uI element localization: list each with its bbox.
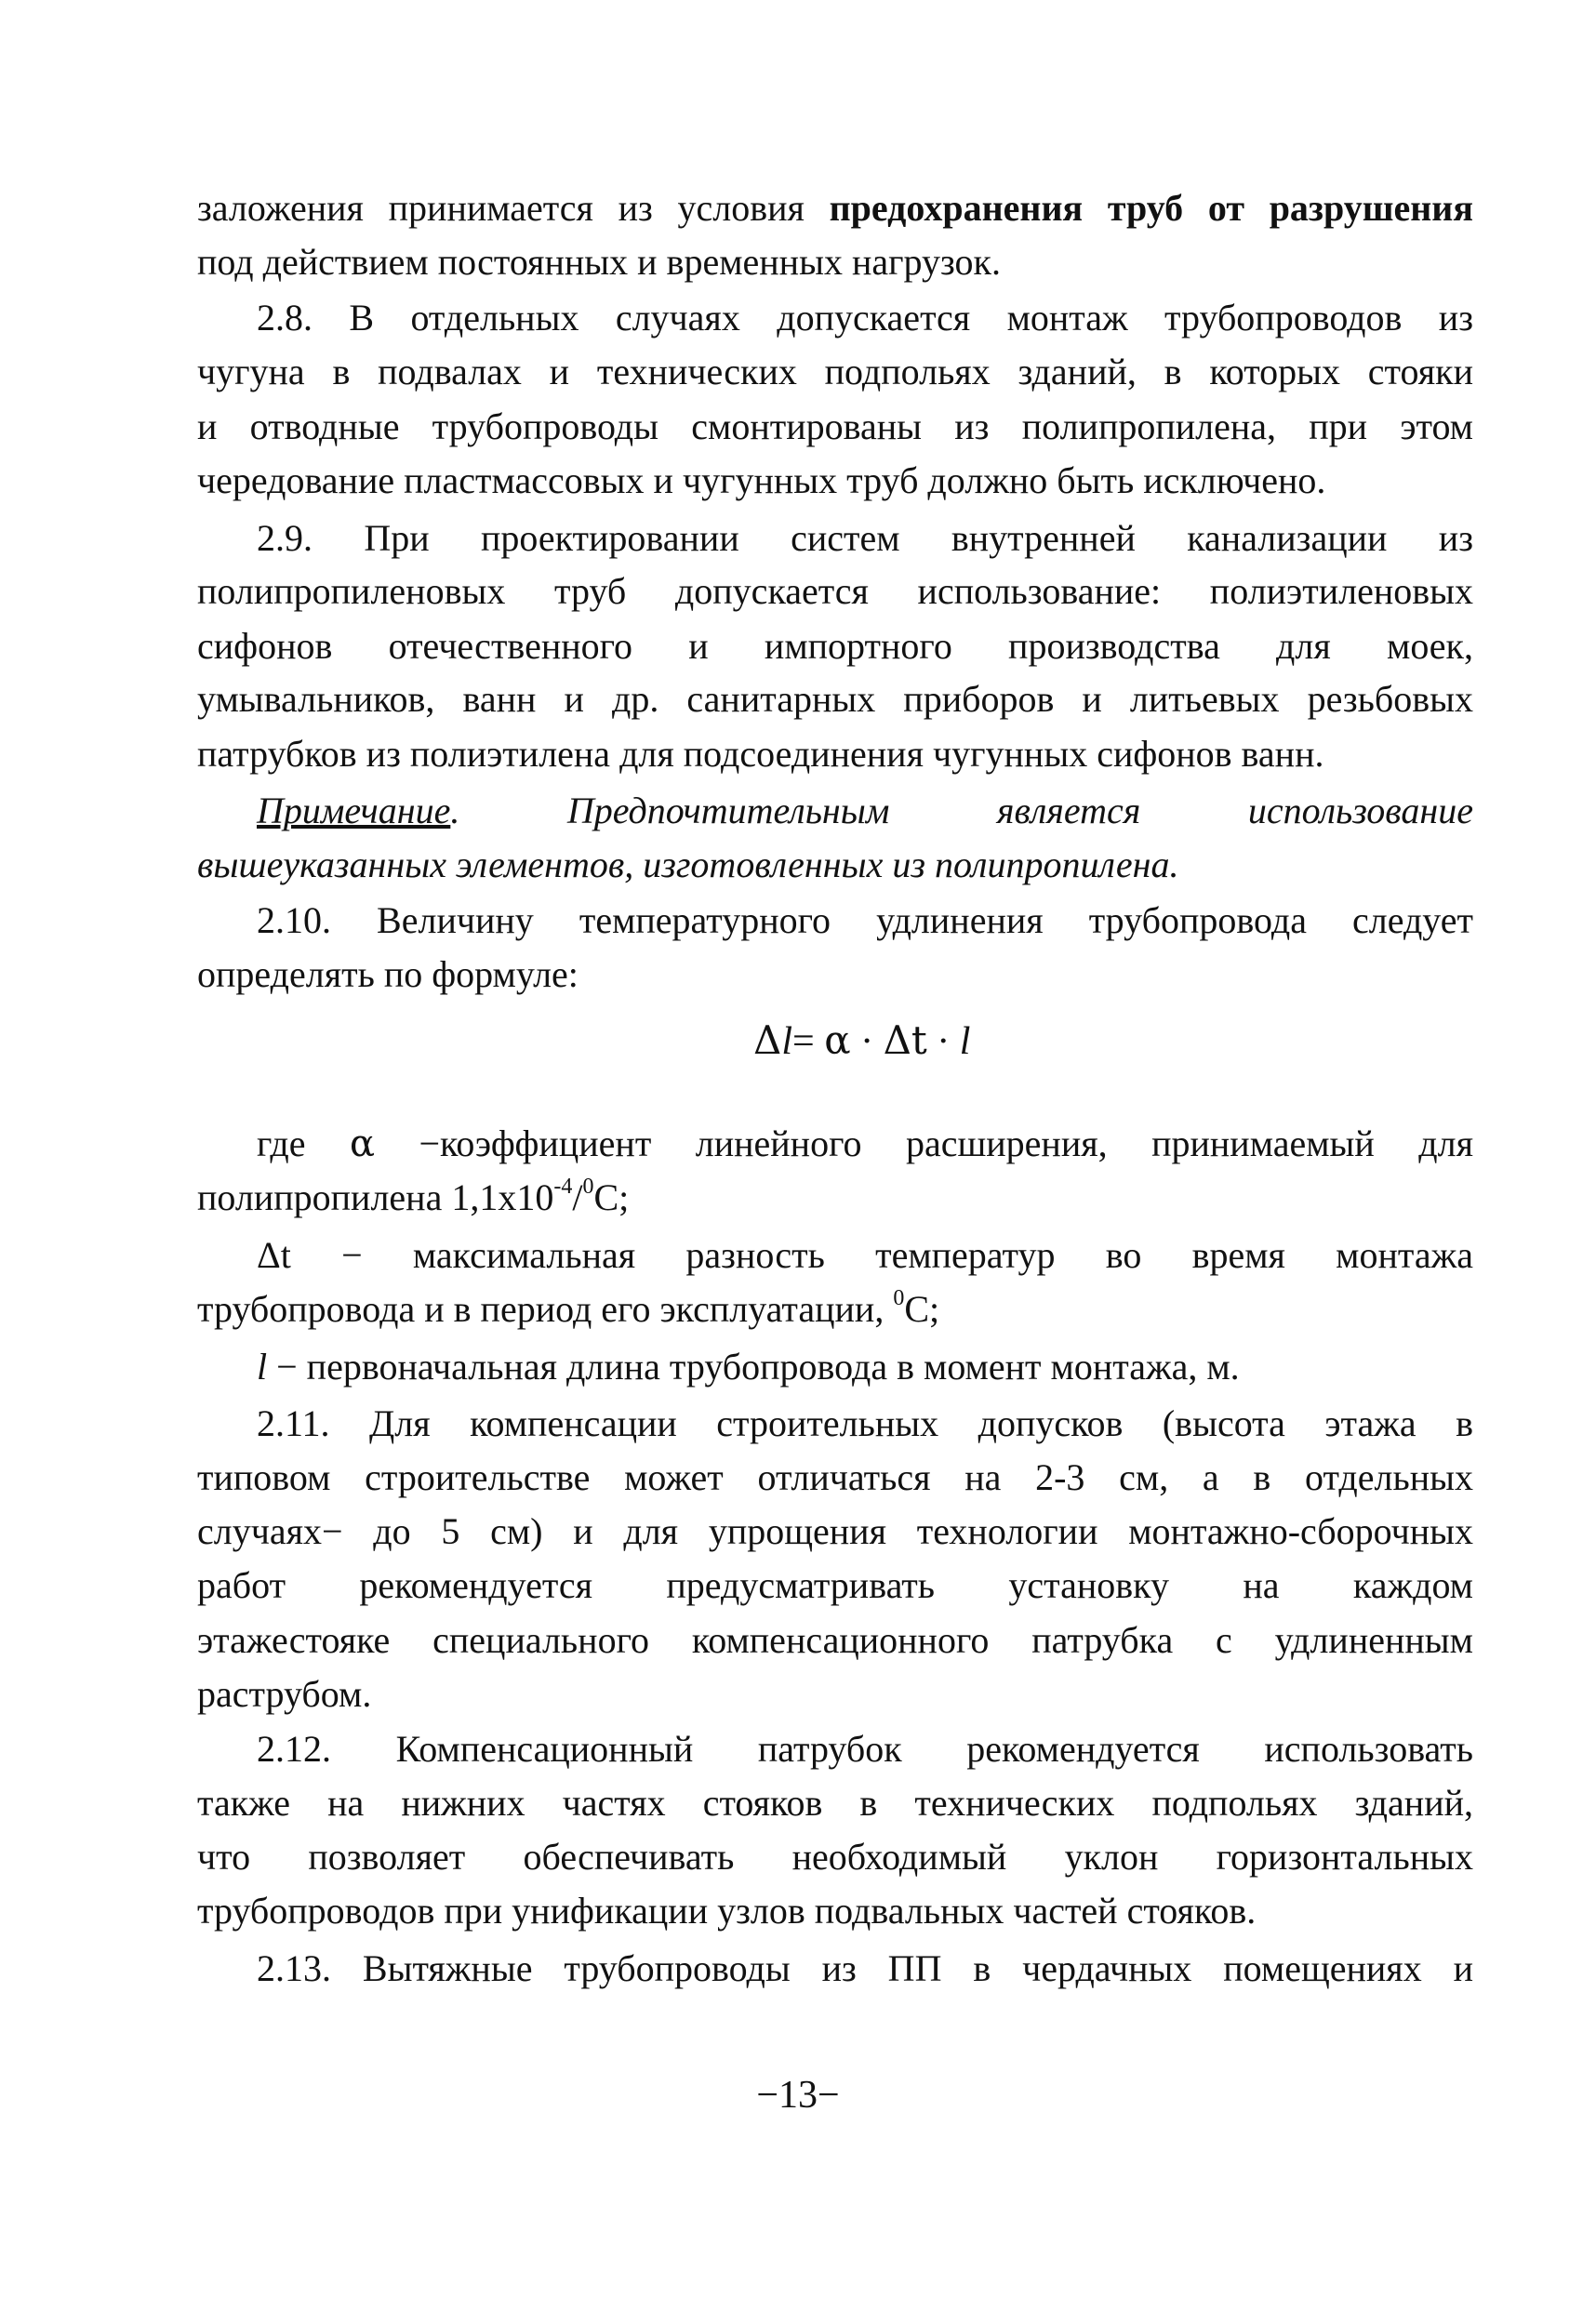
where-text: где xyxy=(257,1122,350,1164)
exponent: -4 xyxy=(553,1174,573,1199)
para-2-12-line-1: 2.12. Компенсационный патрубок рекомендуется использовать xyxy=(257,1728,1473,1770)
para-2-12-line-3: что позволяет обеспечивать необходимый уклон горизонтальных xyxy=(197,1836,1473,1878)
formula xyxy=(753,1017,970,1065)
where-line-3: Δt − максимальная разность температур во время монтажа xyxy=(257,1234,1473,1276)
note-line-1 xyxy=(257,789,1473,833)
page-number: −13− xyxy=(756,2074,840,2117)
para-2-11-line-4: работ рекомендуется предусматривать установку на каждом xyxy=(197,1564,1473,1606)
length-var-2: l xyxy=(959,1020,971,1063)
para-2-9-line-2: полипропиленовых труб допускается использование: полиэтиленовых xyxy=(197,570,1473,612)
dot-operator-2: · xyxy=(926,1020,960,1063)
intro-text: заложения принимается из условия xyxy=(197,187,830,229)
where-line-5 xyxy=(257,1345,1473,1389)
where-line-4 xyxy=(197,1287,1473,1332)
para-2-8-line-2: чугуна в подвалах и технических подпольях зданий, в которых стояки xyxy=(197,351,1473,392)
para-2-12-line-4: трубопроводов при унификации узлов подвальных частей стояков. xyxy=(197,1890,1257,1932)
para-2-11-line-1: 2.11. Для компенсации строительных допусков (высота этажа в xyxy=(257,1402,1473,1444)
where-line-2 xyxy=(197,1175,1473,1220)
length-var: l xyxy=(257,1346,268,1388)
para-2-10-line-2: определять по формуле: xyxy=(197,953,579,995)
alpha-symbol: α xyxy=(349,1122,375,1165)
para-2-11-line-2: типовом строительстве может отличаться на 2-3 см, а в отдельных xyxy=(197,1456,1473,1498)
para-2-8-line-1: 2.8. В отдельных случаях допускается монтаж трубопроводов из xyxy=(257,297,1473,339)
intro-line-1 xyxy=(197,186,1473,231)
para-2-12-line-2: также на нижних частях стояков в технических подпольях зданий, xyxy=(197,1782,1473,1824)
degree-sign: 0 xyxy=(893,1285,905,1310)
para-2-9-line-4: умывальников, ванн и др. санитарных приборов и литьевых резьбовых xyxy=(197,678,1473,720)
where-text: трубопровода и в период его эксплуатации, xyxy=(197,1288,894,1330)
para-2-9-line-3: сифонов отечественного и импортного производства для моек, xyxy=(197,625,1473,667)
dot-operator: · xyxy=(850,1020,884,1063)
where-text: полипропилена 1,1x10 xyxy=(197,1176,554,1218)
note-text: . Предпочтительным является использование xyxy=(450,790,1473,831)
para-2-9-line-1: 2.9. При проектировании систем внутренней канализации из xyxy=(257,517,1473,559)
para-2-11-line-5: этажестояке специального компенсационного патрубка с удлиненным xyxy=(197,1619,1473,1661)
where-text: − первоначальная длина трубопровода в момент монтажа, м. xyxy=(267,1346,1240,1388)
unit-text: C; xyxy=(593,1176,630,1218)
length-var: l xyxy=(781,1020,793,1063)
equals-sign: = xyxy=(792,1020,825,1063)
alpha-symbol: α xyxy=(824,1017,851,1063)
where-line-1 xyxy=(257,1122,1473,1166)
para-2-8-line-3: и отводные трубопроводы смонтированы из полипропилена, при этом xyxy=(197,405,1473,447)
para-2-10-line-1: 2.10. Величину температурного удлинения трубопровода следует xyxy=(257,899,1473,941)
para-2-8-line-4: чередование пластмассовых и чугунных труб должно быть исключено. xyxy=(197,459,1326,501)
intro-bold-text: предохранения труб от разрушения xyxy=(829,187,1473,229)
intro-line-2: под действием постоянных и временных нагрузок. xyxy=(197,241,1001,283)
para-2-9-line-5: патрубков из полиэтилена для подсоединения чугунных сифонов ванн. xyxy=(197,733,1324,775)
delta-t: Δt xyxy=(883,1017,927,1063)
para-2-11-line-3: случаях− до 5 см) и для упрощения технологии монтажно-сборочных xyxy=(197,1510,1473,1552)
note-label: Примечание xyxy=(257,790,451,831)
para-2-13-line-1: 2.13. Вытяжные трубопроводы из ПП в чердачных помещениях и xyxy=(257,1947,1473,1989)
degree-sign: 0 xyxy=(582,1174,594,1199)
unit-text: C; xyxy=(904,1288,940,1330)
delta-symbol: Δ xyxy=(753,1017,782,1063)
note-line-2: вышеуказанных элементов, изготовленных из полипропилена. xyxy=(197,843,1179,885)
where-text-2: −коэффициент линейного расширения, принимаемый для xyxy=(375,1122,1474,1164)
para-2-11-line-6: раструбом. xyxy=(197,1673,372,1715)
slash: / xyxy=(572,1176,583,1218)
